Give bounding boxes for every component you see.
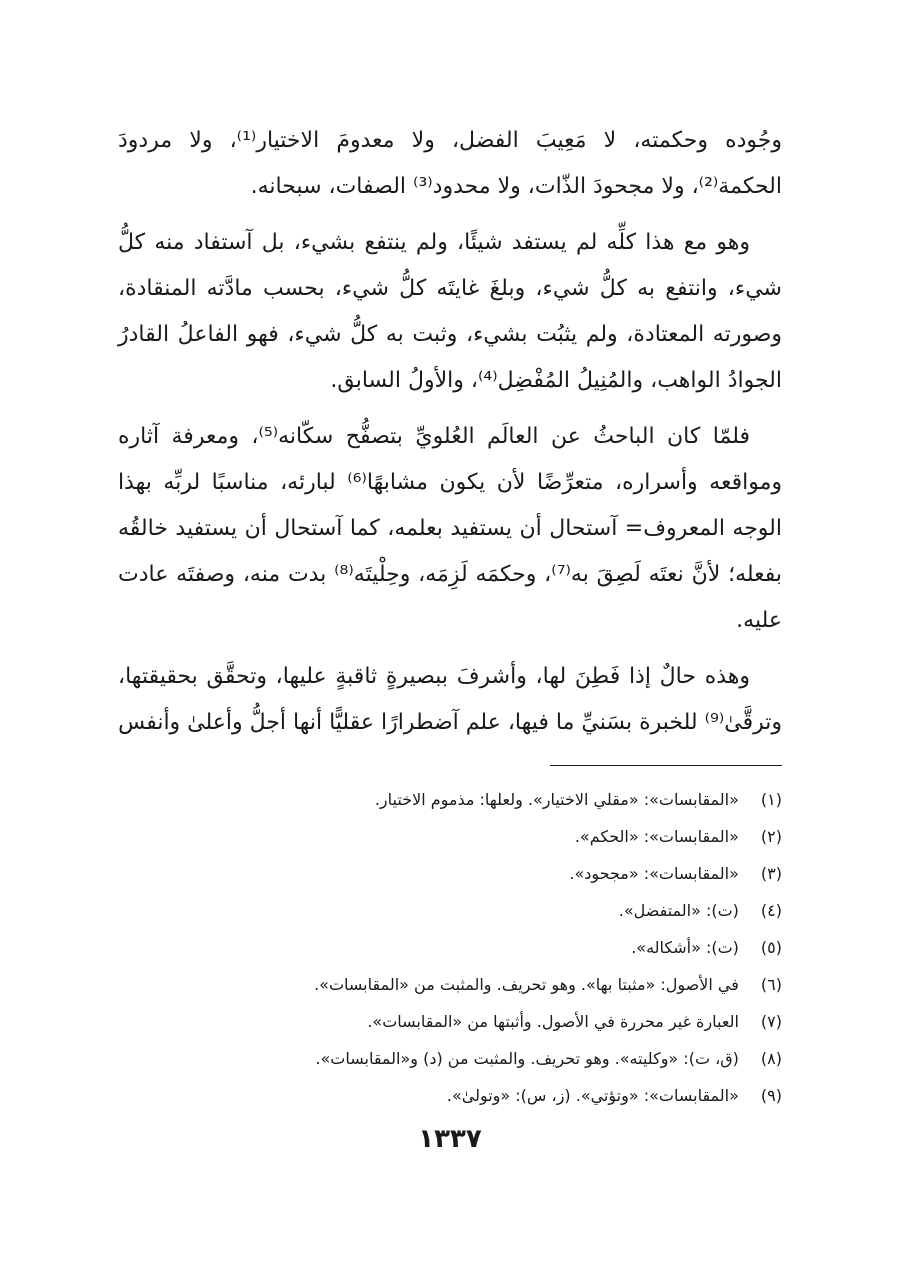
footnote-number: (٩): [760, 1086, 782, 1105]
footnote-number: (٤): [760, 901, 782, 920]
footnote: [118, 818, 782, 855]
page-number: ١٣٣٧: [418, 1124, 482, 1154]
footnote: [118, 929, 782, 966]
footnote-number: (٥): [760, 938, 782, 957]
footnote-number: (١): [760, 790, 782, 809]
footnote-text: (ق، ت): «وكليته». وهو تحريف. والمثبت من (د) و«المقابسات».: [315, 1049, 739, 1068]
footnote-number: (٧): [760, 1012, 782, 1031]
footnote-text: في الأصول: «مثبتا بها». وهو تحريف. والمثبت من «المقابسات».: [314, 975, 739, 994]
footnote-number: (٦): [760, 975, 782, 994]
footnote: [118, 892, 782, 929]
footnote-separator: [550, 765, 782, 766]
footnote-number: (٢): [760, 827, 782, 846]
footnote: [118, 855, 782, 892]
paragraph-2: وهو مع هذا كلِّه لم يستفد شيئًا، ولم ينتفع بشيء، بل آستفاد منه كلُّ شيء، وانتفع به كلُّ شيء، وبلغَ غايتَه كلُّ شيء، بحسب مادَّته المنقادة، وصورته المعتادة، ولم يثبُت بشيء، وثبت به كلُّ شيء، فهو الفاعلُ القادرُ الجوادُ الواهب، والمُنِيلُ المُفْضِل⁽⁴⁾، والأولُ السابق.: [118, 230, 782, 393]
footnotes: [118, 781, 782, 1114]
footnote-number: (٣): [760, 864, 782, 883]
footnote: [118, 966, 782, 1003]
footnote-number: (٨): [760, 1049, 782, 1068]
paragraph-3: فلمّا كان الباحثُ عن العالَم العُلويِّ بتصفُّح سكّانه⁽⁵⁾، ومعرفة آثاره ومواقعه وأسراره، متعرِّضًا لأن يكون مشابهًا⁽⁶⁾ لبارئه، مناسبًا لربِّه بهذا الوجه المعروف= آستحال أن يستفيد بعلمه، كما آستحال أن يستفيد خالقُه بفعله؛ لأنَّ نعتَه لَصِقَ به⁽⁷⁾، وحكمَه لَزِمَه، وحِلْيتَه⁽⁸⁾ بدت منه، وصفتَه عادت عليه.: [118, 424, 783, 633]
paragraph-1: وجُوده وحكمته، لا مَعِيبَ الفضل، ولا معدومَ الاختيار⁽¹⁾، ولا مردودَ الحكمة⁽²⁾، ولا مجحودَ الذّات، ولا محدود⁽³⁾ الصفات، سبحانه.: [118, 128, 782, 199]
paragraph-4: وهذه حالٌ إذا فَطِنَ لها، وأشرفَ ببصيرةٍ ثاقبةٍ عليها، وتحقَّق بحقيقتها، وترقَّىٰ⁽⁹⁾ للخبرة بسَنيِّ ما فيها، علم آضطرارًا عقليًّا أنها أجلُّ وأعلىٰ وأنفس: [118, 664, 782, 735]
main-text: [118, 118, 782, 756]
footnote: [118, 1003, 782, 1040]
footnote-text: (ت): «أشكاله».: [631, 938, 739, 957]
footnote-text: «المقابسات»: «الحكم».: [574, 827, 739, 846]
footnote-text: «المقابسات»: «مقلي الاختيار». ولعلها: مذموم الاختيار.: [374, 790, 739, 809]
footnote-text: «المقابسات»: «وتؤتي». (ز، س): «وتولىٰ».: [446, 1086, 739, 1105]
footnote-text: العبارة غير محررة في الأصول. وأثبتها من «المقابسات».: [367, 1012, 739, 1031]
footnote-text: «المقابسات»: «مجحود».: [569, 864, 739, 883]
footnote: [118, 1040, 782, 1077]
footnote-text: (ت): «المتفضل».: [618, 901, 739, 920]
footnote: [118, 1077, 782, 1114]
footnote: [118, 781, 782, 818]
